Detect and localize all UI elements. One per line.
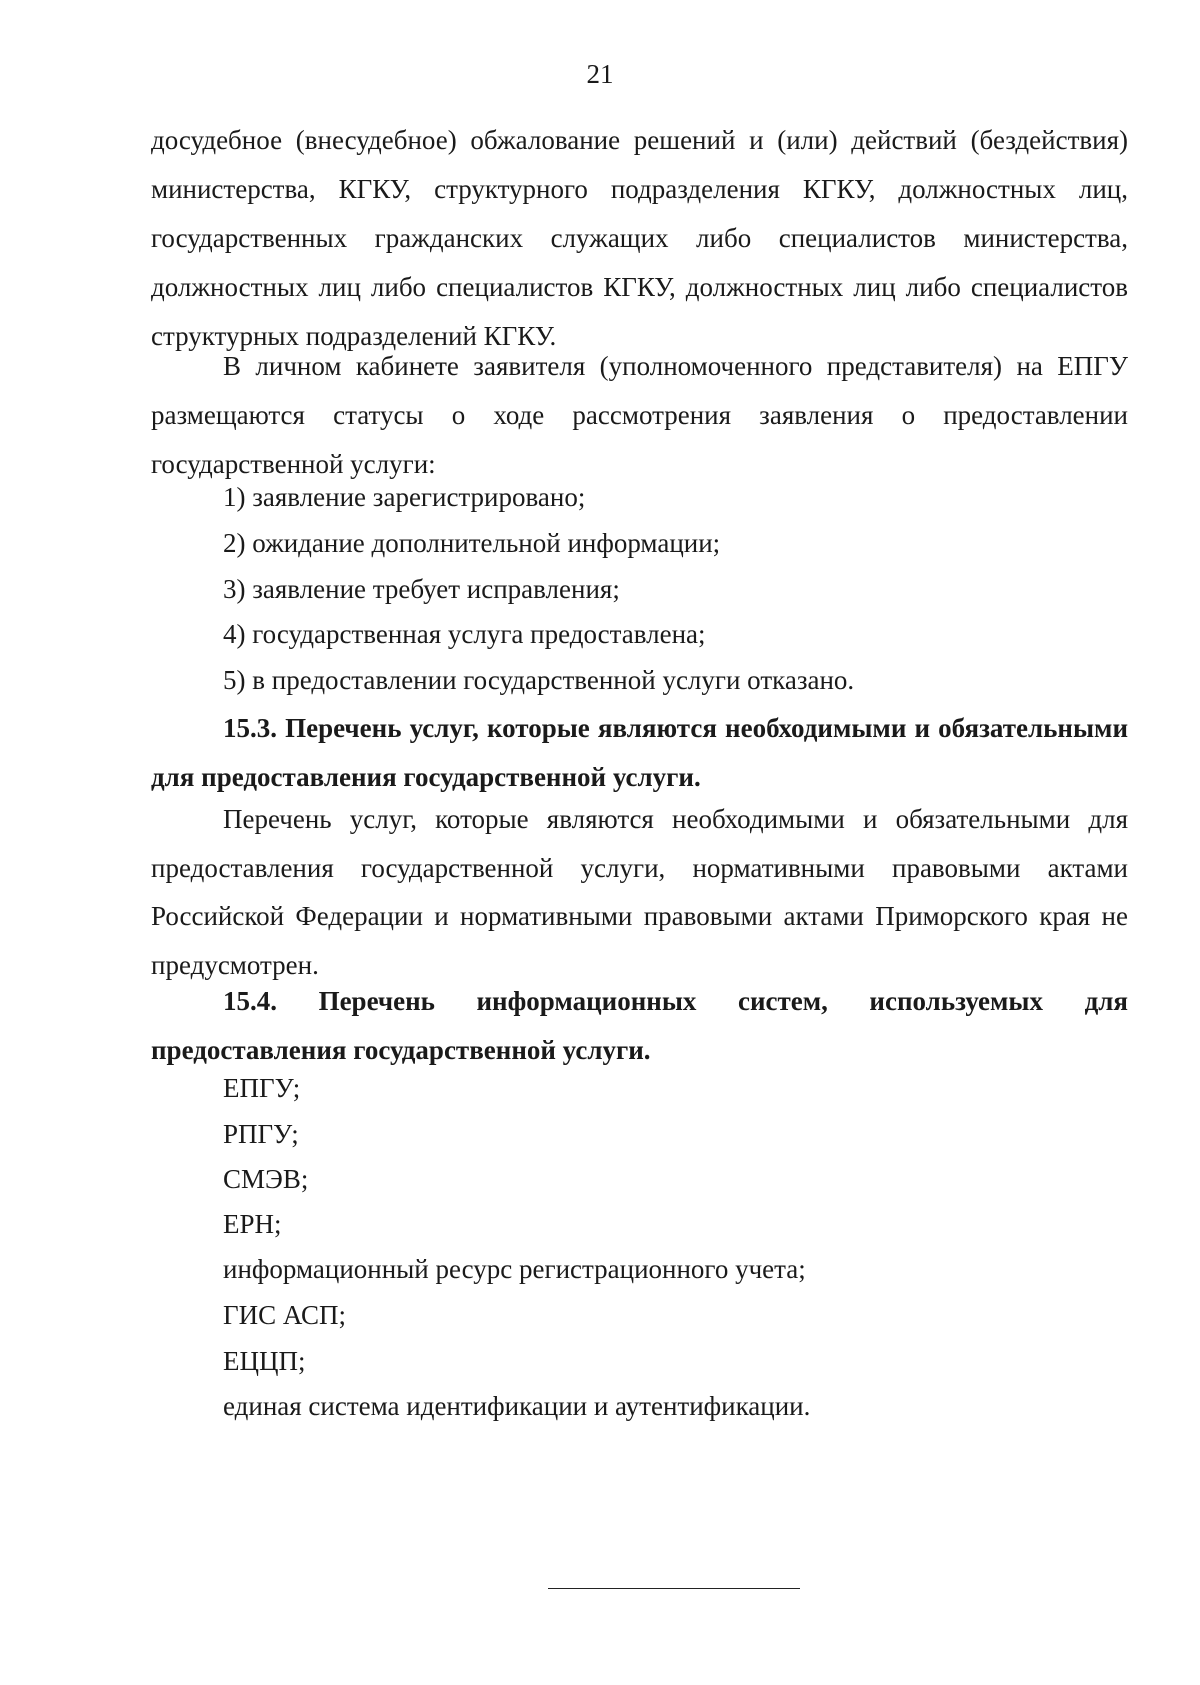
heading-text: 15.3. Перечень услуг, которые являются необходимыми и обязательными для предоставления государственной услуги. — [151, 713, 1128, 792]
list-item: ЕПГУ; — [223, 1073, 301, 1103]
closing-divider — [548, 1588, 800, 1589]
list-item: ГИС АСП; — [223, 1300, 347, 1330]
page-number: 21 — [586, 59, 614, 89]
list-item: СМЭВ; — [223, 1164, 309, 1194]
list-item: 4) государственная услуга предоставлена; — [223, 619, 706, 649]
paragraph-text: Перечень услуг, которые являются необходимыми и обязательными для предоставления государственной услуги, нормативными правовыми актами Российской Федерации и нормативными правовыми актами Приморского края не предусмотрен. — [151, 804, 1128, 980]
list-item: единая система идентификации и аутентификации. — [223, 1391, 811, 1421]
list-item: информационный ресурс регистрационного учета; — [223, 1254, 806, 1284]
section-heading-15-4 — [151, 977, 1128, 1075]
paragraph-text: досудебное (внесудебное) обжалование решений и (или) действий (бездействия) министерства, КГКУ, структурного подразделения КГКУ, должностных лиц, государственных гражданских служащих либо специалистов министерства, должностных лиц либо специалистов КГКУ, должностных лиц либо специалистов структурных подразделений КГКУ. — [151, 125, 1128, 351]
list-item: ЕРН; — [223, 1209, 282, 1239]
list-item: РПГУ; — [223, 1119, 299, 1149]
heading-text: 15.4. Перечень информационных систем, используемых для предоставления государственной услуги. — [151, 986, 1128, 1065]
list-item: 5) в предоставлении государственной услуги отказано. — [223, 665, 855, 695]
list-item: 1) заявление зарегистрировано; — [223, 482, 586, 512]
list-item: 3) заявление требует исправления; — [223, 574, 620, 604]
paragraph-appeal — [151, 116, 1128, 361]
paragraph-text: В личном кабинете заявителя (уполномоченного представителя) на ЕПГУ размещаются статусы о ходе рассмотрения заявления о предоставлении государственной услуги: — [151, 351, 1128, 479]
list-item: ЕЦЦП; — [223, 1346, 306, 1376]
paragraph-statuses-intro — [151, 342, 1128, 489]
list-item: 2) ожидание дополнительной информации; — [223, 528, 721, 558]
paragraph-15-3 — [151, 795, 1128, 989]
section-heading-15-3 — [151, 704, 1128, 802]
